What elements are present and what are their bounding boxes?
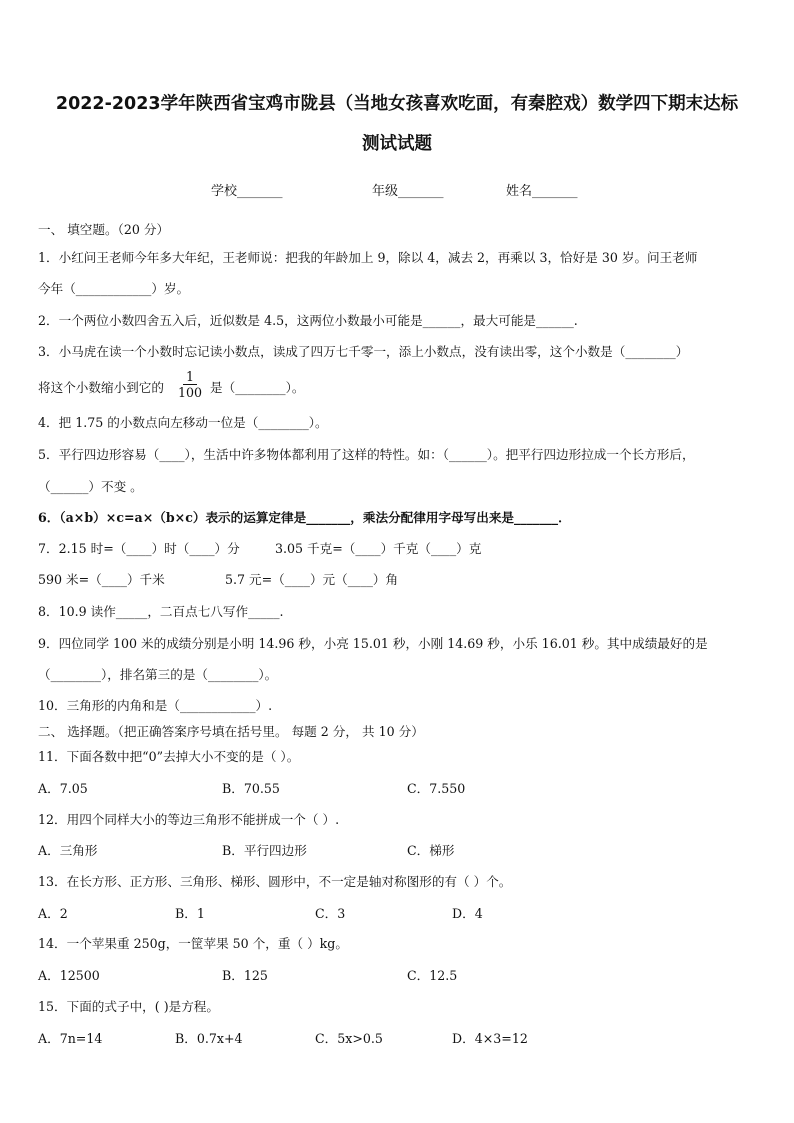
question-1-line-1: 1．小红问王老师今年多大年纪，王老师说：把我的年龄加上 9，除以 4，减去 2，再乘以 3，恰好是 30 岁。问王老师	[38, 250, 698, 265]
question-12-option-c: C．梯形	[407, 843, 455, 858]
grade-field: 年级_______	[372, 184, 444, 199]
question-5-line-1: 5．平行四边形容易（____），生活中许多物体都利用了这样的特性。如：（______）。把平行四边形拉成一个长方形后，	[38, 447, 695, 462]
question-5-line-2: （______）不变 。	[38, 479, 143, 494]
question-7-line-2b: 5.7 元=（____）元（____）角	[225, 572, 399, 587]
school-field: 学校_______	[211, 184, 283, 199]
page-title: 2022-2023学年陕西省宝鸡市陇县（当地女孩喜欢吃面，有秦腔戏）数学四下期末达标	[55, 94, 739, 114]
question-11-option-b: B．70.55	[222, 781, 280, 796]
question-11-stem: 11．下面各数中把“0”去掉大小不变的是（ ）。	[38, 749, 300, 764]
question-7-line-2a: 590 米=（____）千米	[38, 572, 165, 587]
question-15-option-a: A．7n=14	[38, 1031, 103, 1046]
fraction-one-hundredth	[178, 369, 202, 400]
question-9-line-2: （________），排名第三的是（________）。	[38, 667, 278, 682]
question-13-option-b: B．1	[175, 906, 205, 921]
question-14-option-a: A．12500	[38, 968, 100, 983]
question-2: 2．一个两位小数四舍五入后，近似数是 4.5，这两位小数最小可能是______，最大可能是______.	[38, 313, 578, 328]
question-3-line-1: 3．小马虎在读一个小数时忘记读小数点，读成了四万七千零一，添上小数点，没有读出零，这个小数是（________）	[38, 344, 689, 359]
question-8: 8．10.9 读作_____，二百点七八写作_____.	[38, 604, 284, 619]
question-9-line-1: 9．四位同学 100 米的成绩分别是小明 14.96 秒，小亮 15.01 秒，小刚 14.69 秒，小乐 16.01 秒。其中成绩最好的是	[38, 636, 708, 651]
question-3-line-2-answer: 是（________）。	[210, 380, 305, 395]
question-15-option-b: B．0.7x+4	[175, 1031, 243, 1046]
question-10: 10．三角形的内角和是（____________）.	[38, 698, 273, 713]
question-4: 4．把 1.75 的小数点向左移动一位是（________）。	[38, 415, 328, 430]
question-6: 6．（a×b）×c=a×（b×c）表示的运算定律是_______，乘法分配律用字母写出来是_______．	[38, 510, 571, 525]
section-2-heading: 二、 选择题。（把正确答案序号填在括号里。 每题 2 分， 共 10 分）	[38, 724, 424, 739]
question-7-line-1a: 7．2.15 时=（____）时（____）分	[38, 541, 240, 556]
question-1-line-2: 今年（____________）岁。	[38, 281, 190, 296]
question-14-option-b: B．125	[222, 968, 268, 983]
section-1-heading: 一、 填空题。（20 分）	[38, 222, 170, 237]
name-field: 姓名_______	[506, 184, 578, 199]
question-14-stem: 14．一个苹果重 250g，一筐苹果 50 个，重（ ）kg。	[38, 936, 348, 951]
question-3-line-2-text: 将这个小数缩小到它的	[38, 380, 164, 395]
question-12-option-b: B．平行四边形	[222, 843, 307, 858]
question-14-option-c: C．12.5	[407, 968, 458, 983]
question-11-option-c: C．7.550	[407, 781, 466, 796]
question-13-option-d: D．4	[452, 906, 483, 921]
question-15-stem: 15．下面的式子中，( )是方程。	[38, 999, 219, 1014]
question-13-option-c: C．3	[315, 906, 346, 921]
question-12-stem: 12．用四个同样大小的等边三角形不能拼成一个（ ）.	[38, 812, 340, 827]
fraction-denominator: 100	[178, 385, 203, 400]
fraction-numerator: 1	[183, 369, 197, 385]
question-12-option-a: A．三角形	[38, 843, 98, 858]
question-15-option-c: C．5x>0.5	[315, 1031, 383, 1046]
question-13-stem: 13．在长方形、正方形、三角形、梯形、圆形中，不一定是轴对称图形的有（ ）个。	[38, 874, 512, 889]
question-15-option-d: D．4×3=12	[452, 1031, 528, 1046]
page-title-continued: 测试试题	[362, 134, 432, 154]
question-13-option-a: A．2	[38, 906, 68, 921]
question-11-option-a: A．7.05	[38, 781, 88, 796]
question-7-line-1b: 3.05 千克=（____）千克（____）克	[275, 541, 482, 556]
